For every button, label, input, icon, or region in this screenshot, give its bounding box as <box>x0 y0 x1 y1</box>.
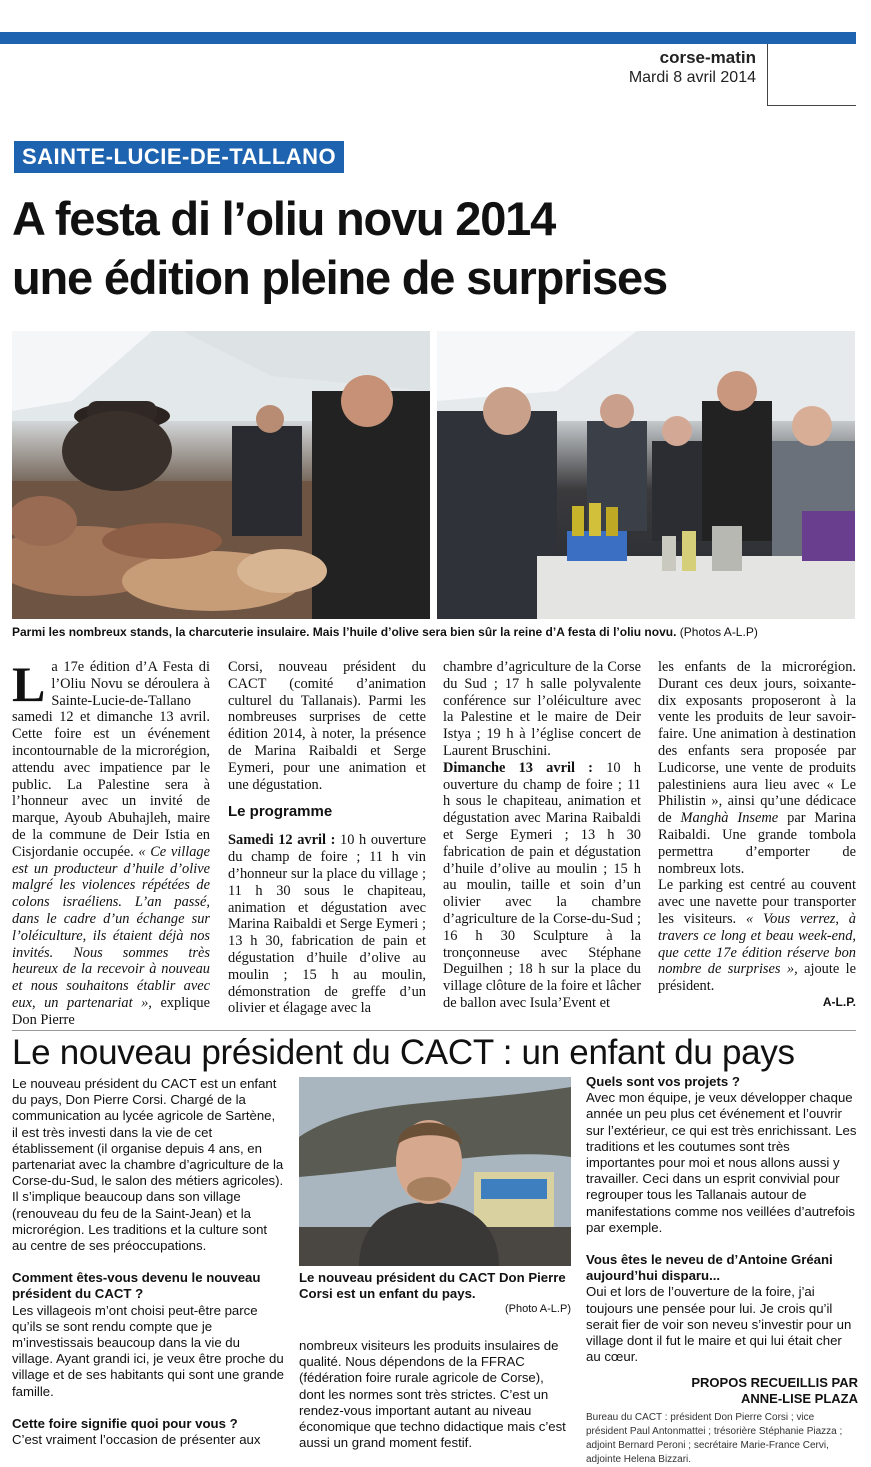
photo-charcuterie-stand <box>12 331 430 619</box>
interview-column-2 <box>299 1338 571 1451</box>
photo-charcuterie-illustration <box>12 331 430 619</box>
article-col4-text: les enfants de la microrégion. Durant ces deux jours, soixante-dix exposants proposeront à la vente les produits de leur savoir-faire. Une animation à destination des enfants sera proposée par Ludicorse, une vente de produits palestiniens aura lieu avec « Le Philistin », ainsi qu’une dédicace de <box>658 659 856 827</box>
programme-heading: Le programme <box>228 803 333 821</box>
photo-olive-oil-illustration <box>437 331 855 619</box>
answer-3: Avec mon équipe, je veux développer chaque année un peu plus cet événement et l’ouvrir sur l’extérieur, ce qui est très enrichissant. Les traditions et les coutumes sont très importantes pour moi et nous allons aussi y travailler. Ceci dans un esprit convivial pour regrouper tous les Tallanais autour de manifestations comme nos veillées d’autrefois par exemple. <box>586 1090 857 1235</box>
issue-date: Mardi 8 avril 2014 <box>628 69 756 86</box>
article-intro: a 17e édition d’A Festa di l’Oliu Novu se déroulera à Sainte-Lucie-de-Tallano samedi 12 et dimanche 13 avril. Cette foire est un événement incontournable de la microrégion, attendu avec impatience par le public. La Palestine sera à l’honneur avec un invité de marque, Ayoub Abuhajleh, maire de la commune de Deir Istia en Cisjordanie occupée. <box>12 659 210 860</box>
article-column-4 <box>658 659 856 1009</box>
article-col1-end: explique Don Pierre <box>12 994 210 1028</box>
signature-line-2: ANNE-LISE PLAZA <box>741 1391 858 1407</box>
question-2: Cette foire signifie quoi pour vous ? <box>12 1415 238 1431</box>
article-column-1 <box>12 656 210 1029</box>
paper-name: corse-matin <box>659 48 756 67</box>
interview-signature <box>586 1375 858 1407</box>
answer-2-start: C’est vraiment l’occasion de présenter aux <box>12 1432 261 1448</box>
question-4: Vous êtes le neveu de d’Antoine Gréani aujourd’hui disparu... <box>586 1252 833 1284</box>
saturday-programme <box>228 832 426 1017</box>
photos-caption <box>12 624 862 640</box>
location-kicker: SAINTE-LUCIE-DE-TALLANO <box>14 141 344 173</box>
article1-signature: A-L.P. <box>822 994 856 1009</box>
interview-headline: Le nouveau président du CACT : un enfant du pays <box>12 1033 795 1072</box>
sunday-programme <box>443 760 641 1012</box>
president-quote: « Vous verrez, à travers ce long et beau week-end, que cette 17e édition réserve bon nombre de surprises », <box>658 910 856 978</box>
article-col4-text-b: par Marina Raibaldi. Une grande tombola permettra d’emporter de nombreux lots. <box>658 810 856 877</box>
masthead-divider <box>767 44 768 106</box>
masthead <box>560 48 756 88</box>
photos-caption-text: Parmi les nombreux stands, la charcuterie insulaire. Mais l’huile d’olive sera bien sûr la reine d’A festa di l’oliu novu. <box>12 625 677 639</box>
question-1: Comment êtes-vous devenu le nouveau président du CACT ? <box>12 1270 261 1302</box>
portrait-caption: Le nouveau président du CACT Don Pierre Corsi est un enfant du pays. <box>299 1270 566 1301</box>
bureau-members: Bureau du CACT : président Don Pierre Corsi ; vice président Paul Antonmattei ; trésorière Stéphanie Piazza ; adjoint Bernard Peroni ; secrétaire Marie-France Cervi, adjointe Helena Bizzari. <box>586 1412 843 1466</box>
article-col4-parking: Le parking est centré au couvent avec une navette pour transporter les visiteurs. <box>658 877 856 927</box>
interview-intro: Le nouveau président du CACT est un enfant du pays, Don Pierre Corsi. Chargé de la communication au lycée agricole de Sartène, il est très investi dans la vie de cet établissement (il organise depuis 4 ans, en partenariat avec la chambre d’agriculture de la Corse-du-Sud, le salon des métiers agricoles). Il s’implique beaucoup dans son village (renouveau du feu de la Saint-Jean) et la microrégion. Les traditions et la culture sont au centre de ses préoccupations. <box>12 1076 284 1254</box>
top-color-bar <box>0 32 856 44</box>
question-3: Quels sont vos projets ? <box>586 1074 740 1089</box>
portrait-credit: (Photo A-L.P) <box>504 1303 571 1315</box>
headline-line-1: A festa di l’oliu novu 2014 <box>12 192 556 245</box>
mayor-quote: « Ce village est un producteur d’huile d’olive malgré les violences répétées de colons israéliens. L’an passé, dans le cadre d’un échange sur l’oléiculture, ils étaient déjà nos invités. Nous sommes très heureux de la recevoir à nouveau et nous souhaitons établir avec eux, un partenariat », <box>12 843 210 1011</box>
answer-4: Oui et lors de l’ouverture de la foire, j’ai toujours une pensée pour lui. Je crois qu’il serait fier de voir son neveu s’investir pour un village dont il fut le maire et qui lui était cher au cœur. <box>586 1284 852 1365</box>
photo-president-portrait <box>299 1077 571 1266</box>
masthead-underline <box>767 105 856 106</box>
sunday-label: Dimanche 13 avril : <box>443 759 593 776</box>
portrait-illustration <box>299 1077 571 1266</box>
article-col4-end: ajoute le président. <box>658 961 856 995</box>
main-headline <box>12 189 862 307</box>
headline-line-2: une édition pleine de surprises <box>12 251 667 304</box>
saturday-text: 10 h ouverture du champ de foire ; 11 h vin d’honneur sur la place du village ; 11 h 30 sous le chapiteau, animation et dégustation avec Marina Raibaldi et Serge Eymeri ; 13 h 30, fabrication de pain et dégustation d’huile d’olive au moulin ; 15 h au moulin, démonstration de greffe d’un olivier et élagage avec la <box>228 832 426 1017</box>
interview-column-3 <box>586 1074 858 1467</box>
answer-1: Les villageois m’ont choisi peut-être parce qu’ils se sont rendu compte que je m’investissais beaucoup dans la vie du village. Ayant grandi ici, je veux être proche du village et de ses habitants qui sont une grande famille. <box>12 1302 284 1399</box>
saturday-label: Samedi 12 avril : <box>228 832 336 849</box>
drop-cap: L <box>12 656 46 712</box>
signature-line-1: PROPOS RECUEILLIS PAR <box>691 1375 858 1391</box>
sunday-text: 10 h ouverture du champ de foire ; 11 h sous le chapiteau, animation et dégustation avec Marina Raibaldi et Serge Eymeri ; 13 h 30 fabrication de pain et dégustation d’huile d’olive au moulin ; 15 h au moulin, taille et soin d’un olivier avec la chambre d’agriculture de la Corse-du-Sud ; 16 h 30 Sculpture à la tronçonneuse avec Stéphane Deguilhen ; 18 h sur la place du village clôture de la foire et lâcher de ballon avec Isula’Event et <box>443 759 641 1011</box>
book-title: Manghà Inseme <box>680 810 779 827</box>
answer-2-end: nombreux visiteurs les produits insulaires de qualité. Nous dépendons de la FFRAC (fédération foire rurale agricole de Corse), dont les normes sont très strictes. C’est un rendez-vous important autant au niveau économique que techno didactique mais c’est aussi un grand moment festif. <box>299 1338 566 1451</box>
article-col2-text: Corsi, nouveau président du CACT (comité d’animation culturel du Tallanais). Parmi les nombreuses surprises de cette édition 2014, à noter, la présence de Marina Raibaldi et Serge Eymeri, pour une animation et une dégustation. <box>228 659 426 793</box>
article-column-3 <box>443 659 641 1012</box>
article-col3-text: chambre d’agriculture de la Corse du Sud ; 17 h salle polyvalente conférence sur l’oléiculture avec la Palestine et le maire de Deir Istya ; 19 h à l’église concert de Laurent Bruschini. <box>443 659 641 759</box>
photo-olive-oil-tasting <box>437 331 855 619</box>
photos-credit: (Photos A-L.P) <box>679 625 758 639</box>
interview-column-1 <box>12 1076 284 1448</box>
article-column-2 <box>228 659 426 1017</box>
